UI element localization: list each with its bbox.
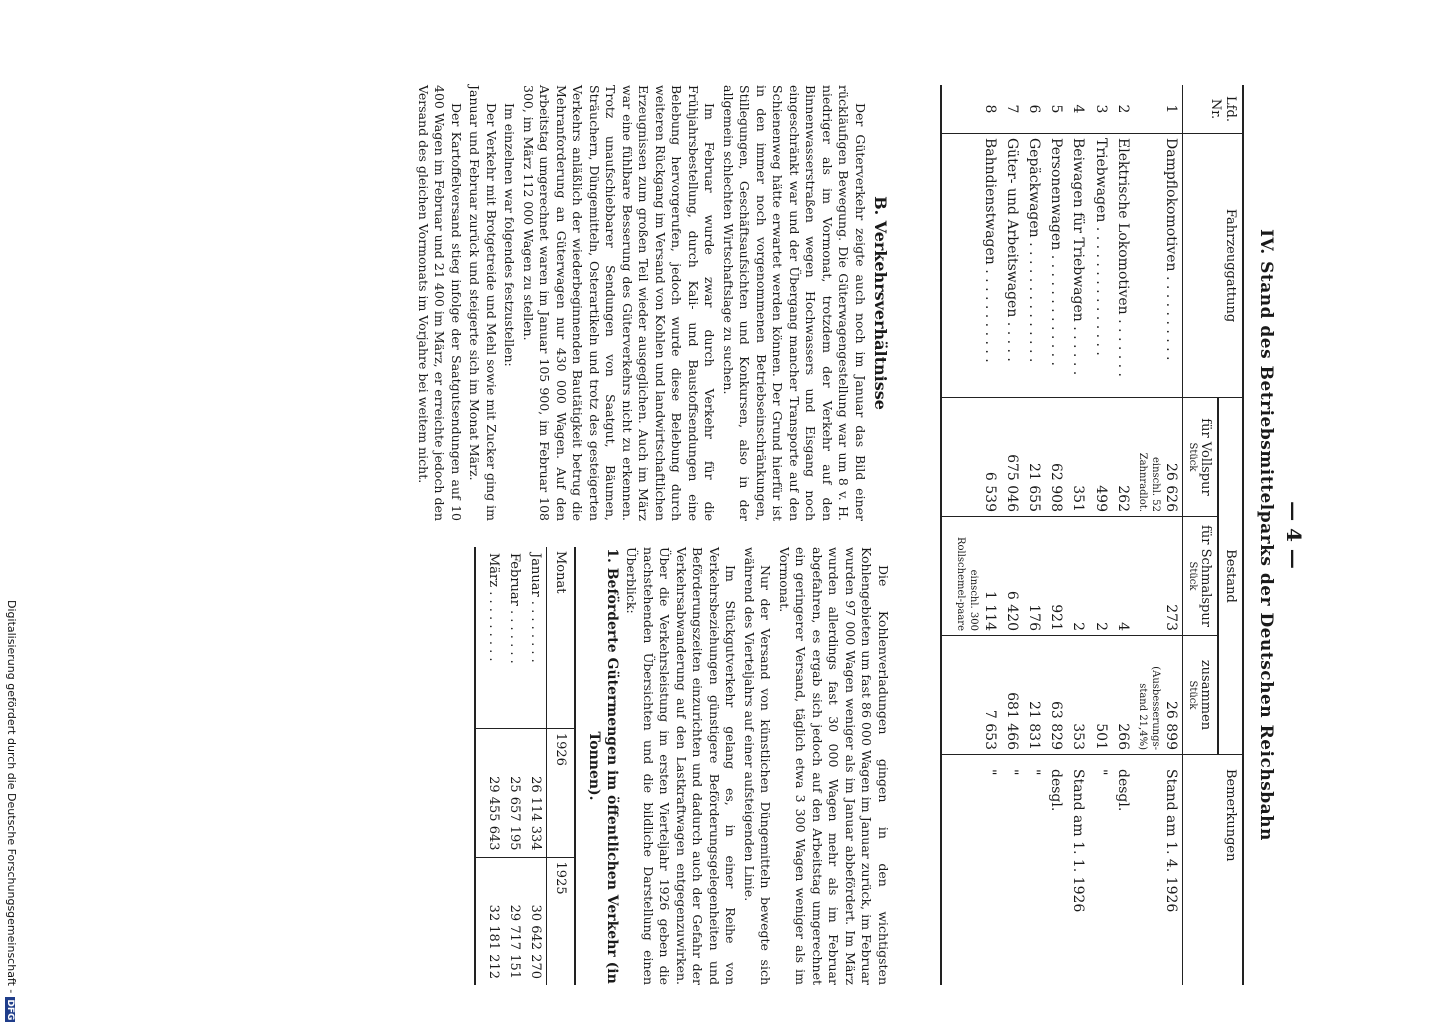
row-note: Stand am 1. 4. 1926 [1163, 769, 1179, 913]
vehicle-kind: Beiwagen für Triebwagen . . . . . . [1067, 134, 1089, 398]
paragraph: Der Verkehr mit Brotgetreide und Mehl sowie mit Zucker ging im Januar und Februar zurück und steigerte sich im Monat März. [467, 85, 499, 521]
header-notes: Bemerkungen [1183, 755, 1244, 986]
paragraph: Im einzelnen war folgendes festzustellen: [502, 103, 518, 367]
table-row [504, 547, 525, 985]
header-narrow: für Schmalspur Stück [1183, 517, 1219, 636]
row-number: 5 [1045, 85, 1067, 134]
row-note: desgl. [1048, 769, 1065, 812]
row-number: 4 [1067, 85, 1089, 134]
count-total: 353 [1067, 636, 1089, 755]
count-normal: 62 908 [1045, 398, 1067, 517]
tonnes-1926: 25 657 195 [504, 728, 525, 857]
count-normal: 21 655 [1023, 398, 1045, 517]
document-page [136, 85, 1306, 985]
vehicle-kind: Dampflokomotiven . . . . . . . . . . [1134, 134, 1183, 398]
page-title: IV. Stand des Betriebsmittelparks der Deutschen Reichsbahn [1256, 229, 1276, 841]
credit-text: Digitalisierung gefördert durch die Deutsche Forschungsgemeinschaft - [5, 600, 18, 994]
count-normal: 6 539 [942, 398, 1001, 517]
count-normal: 26 626 einschl. 52 Zahnradlot. [1134, 398, 1183, 517]
vehicle-kind: Güter- und Arbeitswagen . . . . . [1001, 134, 1023, 398]
count-narrow: 273 [1134, 517, 1183, 636]
table-row [1089, 85, 1111, 985]
vehicle-kind: Elektrische Lokomotiven . . . . . . . [1112, 134, 1134, 398]
vehicle-kind: Personenwagen . . . . . . . . . . . . . [1045, 134, 1067, 398]
header-nr: Lfd. Nr. [1183, 85, 1244, 134]
count-total: 26 899 (Ausbesserungs-stand 21,4%) [1134, 636, 1183, 755]
header-bestand: Bestand [1218, 398, 1243, 755]
digitization-credit [2, 600, 18, 1021]
row-note: " [1026, 769, 1043, 776]
rolling-stock-table [941, 85, 1245, 985]
row-number: 1 [1134, 85, 1183, 134]
row-note: Stand am 1. 1. 1926 [1070, 769, 1087, 913]
paragraph: Im Stückgutverkehr gelang es, in einer Reihe von Verkehrsbeziehungen günstigere Beförderungsgelegenheiten und Beförderungszeiten einzurichten und dadurch auch der Gefahr der Verkehrsabwanderung auf den Lastkraftwagen entgegenzuwirken. Über die Verkehrsleistung im ersten Vierteljahr 1926 geben die nachstehenden Übersichten und die bildliche Darstellung einen Überblick: [624, 547, 739, 985]
vehicle-kind: Triebwagen . . . . . . . . . . . . . . . [1089, 134, 1111, 398]
tonnes-1925: 32 181 212 [475, 857, 503, 985]
count-narrow: 1 114 einschl. 300 Rollschemel-paare [942, 517, 1001, 636]
count-normal: 499 [1089, 398, 1111, 517]
count-narrow: 6 420 [1001, 517, 1023, 636]
row-number: 3 [1089, 85, 1111, 134]
vehicle-kind: Bahndienstwagen . . . . . . . . . . . [942, 134, 1001, 398]
count-narrow: 176 [1023, 517, 1045, 636]
row-number: 8 [942, 85, 1001, 134]
count-narrow: 921 [1045, 517, 1067, 636]
section-1-heading: 1. Beförderte Gütermengen im öffentlichen Verkehr (in Tonnen). [585, 548, 620, 984]
count-total: 63 829 [1045, 636, 1067, 755]
count-narrow: 2 [1067, 517, 1089, 636]
header-normal: für Vollspur Stück [1183, 398, 1219, 517]
header-kind: Fahrzeuggattung [1183, 134, 1244, 398]
count-narrow: 4 [1112, 517, 1134, 636]
row-number: 7 [1001, 85, 1023, 134]
count-normal: 262 [1112, 398, 1134, 517]
month: Februar . . . . . . . [504, 547, 525, 728]
table-row [1067, 85, 1089, 985]
count-total: 501 [1089, 636, 1111, 755]
dfg-logo: DFG [5, 999, 15, 1021]
paragraph: Der Güterverkehr zeigte auch noch im Januar das Bild einer rückläufigen Bewegung. Die Güterwagengestellung war um 8 v. H. niedriger als im Vormonat, trotzdem der Verkehr auf den Binnenwasserstraßen wegen Hochwassers und Eisgang noch eingeschränkt war und der Übergang mancher Transporte auf den Schienenweg hätte erwartet werden können. Der Grund hierfür ist in den immer noch vorgenommenen Betriebseinschränkungen, Stillegungen, Geschäftsaufsichten und Konkursen, also in der allgemein schlechten Wirtschaftslage zu suchen. [720, 85, 868, 521]
count-narrow: 2 [1089, 517, 1111, 636]
header-1925: 1925 [546, 857, 575, 985]
row-note: desgl. [1114, 769, 1131, 812]
paragraph: Die Kohlenverladungen gingen in den wichtigsten Kohlengebieten um fast 86 000 Wagen im Januar zurück, im Februar wurden 97 000 Wagen weniger als im Januar abbefördert. Im März wurden allerdings fast 30 000 Wagen mehr als im Februar abgefahren, es ergab sich jedoch auf den Arbeitstag umgerechnet ein geringerer Versand, täglich etwa 3 300 Wagen weniger als im Vormonat. [777, 547, 891, 985]
table-row [1045, 85, 1067, 985]
count-total: 266 [1112, 636, 1134, 755]
left-column [412, 85, 891, 521]
table-row [525, 547, 547, 985]
tonnes-1925: 30 642 270 [527, 904, 543, 979]
section-b-heading: B. Verkehrsverhältnisse [871, 196, 890, 410]
month: Januar . . . . . . . . [525, 547, 547, 728]
table-row [942, 85, 1001, 985]
table-row [475, 547, 503, 985]
right-column [474, 547, 891, 985]
count-normal: 675 046 [1001, 398, 1023, 517]
page-number: — 4 — [1282, 501, 1306, 569]
table-row [1112, 85, 1134, 985]
paragraph: Nur der Versand von künstlichen Düngemitteln bewegte sich während des Vierteljahrs auf einer aufsteigenden Linie. [742, 547, 774, 985]
row-number: 2 [1112, 85, 1134, 134]
tonnes-1926: 29 455 643 [475, 728, 503, 857]
count-total: 681 466 [1001, 636, 1023, 755]
tonnes-1925: 29 717 151 [506, 904, 522, 979]
count-normal: 351 [1067, 398, 1089, 517]
table-row [1134, 85, 1183, 985]
count-total: 21 831 [1023, 636, 1045, 755]
header-1926: 1926 [546, 728, 575, 857]
row-note: " [1092, 769, 1109, 776]
vehicle-kind: Gepäckwagen . . . . . . . . . . . . . . [1023, 134, 1045, 398]
row-note: " [1003, 769, 1020, 776]
row-note: " [942, 755, 1001, 986]
table-row [1023, 85, 1045, 985]
count-total: 7 653 [942, 636, 1001, 755]
freight-table [474, 547, 576, 985]
paragraph: Im Februar wurde zwar durch Verkehr für die Frühjahrsbestellung, durch Kali- und Baustoffsendungen eine Belebung hervorgerufen, jedoch wurde diese Belebung durch weiteren Rückgang im Versand von Kohlen und landwirtschaftlichen Erzeugnissen zum großen Teil wieder ausgeglichen. Auch im März war eine fühlbare Besserung des Güterverkehrs nicht zu erkennen. Trotz unaufschiebbarer Sendungen von Saatgut, Bäumen, Sträuchern, Düngemitteln, Osterartikeln und trotz des gesteigerten Verkehrs anläßlich der wiederbeginnenden Bautätigkeit betrug die Mehranforderung an Güterwagen nur 430 000 Wagen. Auf den Arbeitstag umgerechnet waren im Januar 105 900, im Februar 108 300, im März 112 000 Wagen zu stellen. [520, 85, 718, 521]
paragraph: Der Kartoffelversand stieg infolge der Saatgutsendungen auf 10 400 Wagen im Februar und 21 400 im März, er erreichte jedoch den Versand des gleichen Vormonats im Vorjahre bei weitem nicht. [415, 85, 464, 521]
month: März . . . . . . . . . [475, 547, 503, 728]
table-row [1001, 85, 1023, 985]
row-number: 6 [1023, 85, 1045, 134]
header-total: zusammen Stück [1183, 636, 1219, 755]
tonnes-1926: 26 114 334 [525, 728, 547, 857]
header-month: Monat [546, 547, 575, 728]
